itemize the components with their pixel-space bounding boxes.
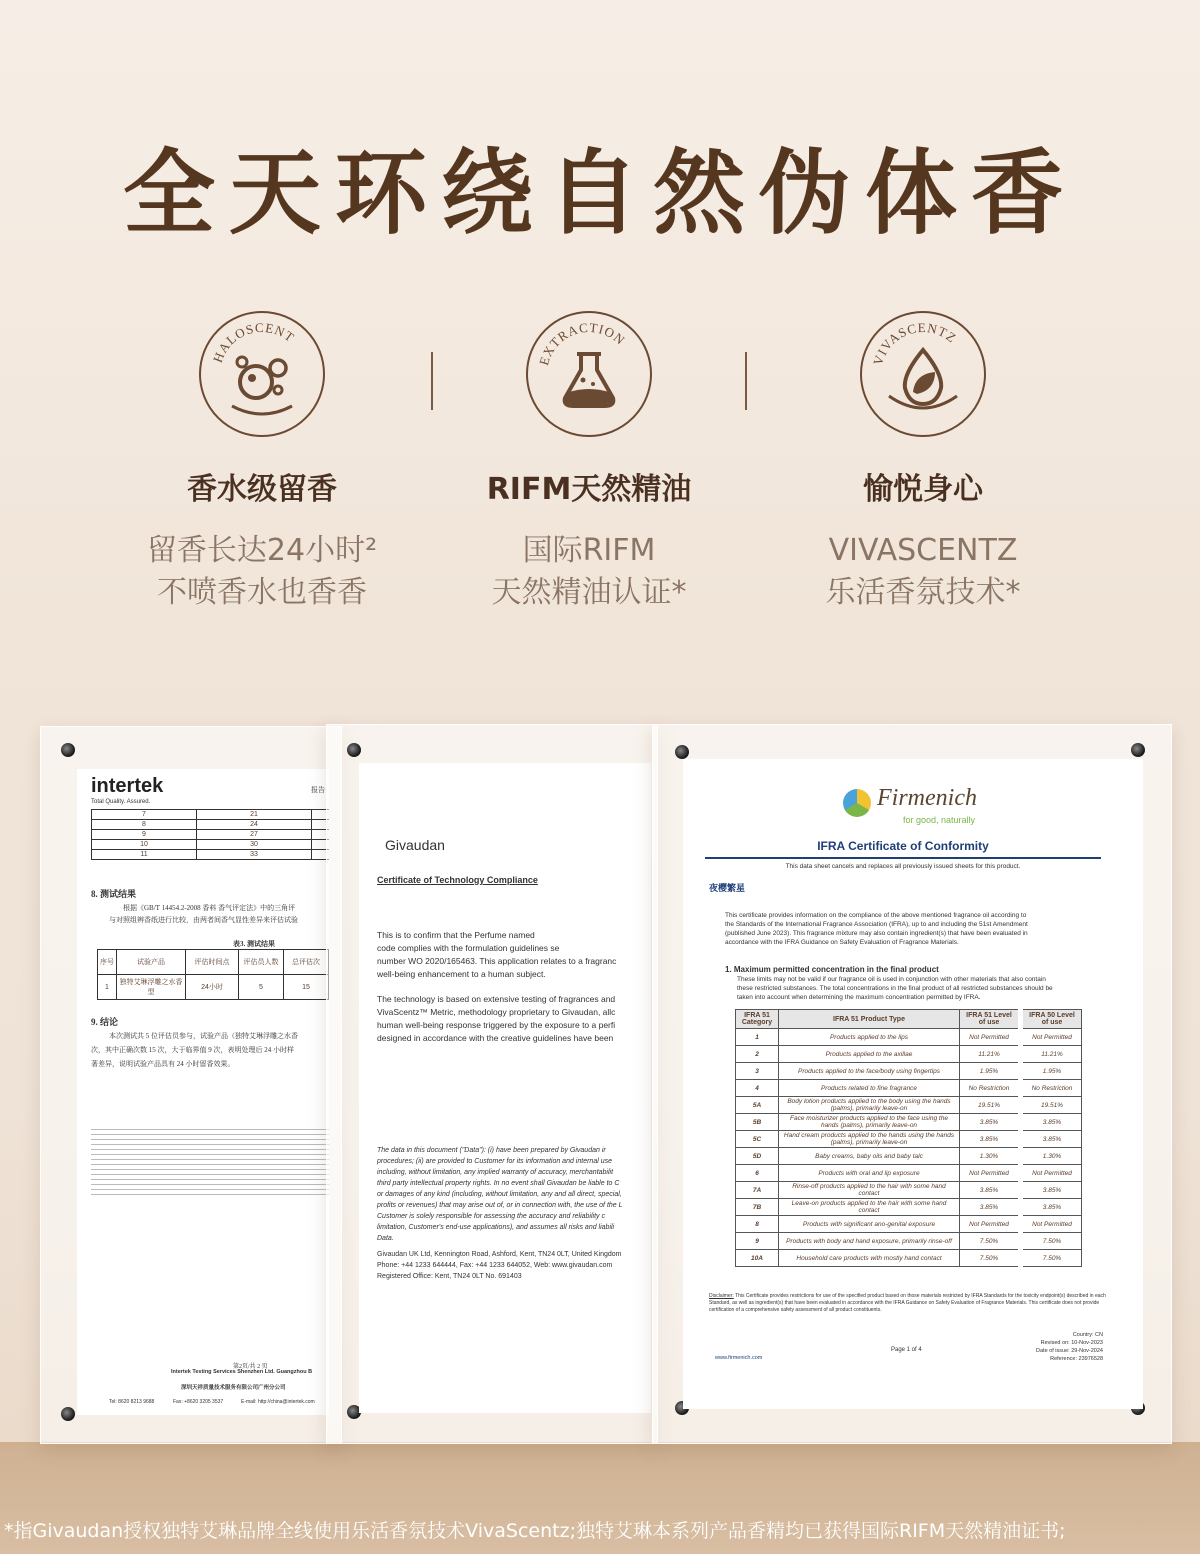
table-cell: 2 xyxy=(736,1046,779,1063)
table-cell: 7A xyxy=(736,1182,779,1199)
leaf-drop-icon xyxy=(859,310,987,438)
feature-haloscent xyxy=(102,310,422,614)
table-cell: Products applied to the axillae xyxy=(779,1046,960,1063)
table-cell: 19.51% xyxy=(1021,1097,1082,1114)
table-row xyxy=(736,1233,1082,1250)
table-cell: 1.30% xyxy=(1021,1148,1082,1165)
table-cell: 7.50% xyxy=(1021,1250,1082,1267)
badge-text: VIVASCENTZ xyxy=(870,319,960,368)
table-cell: 3.85% xyxy=(1021,1131,1082,1148)
table-cell: 7.50% xyxy=(1021,1233,1082,1250)
website-link[interactable]: www.firmenich.com xyxy=(715,1355,763,1361)
table-cell: 1.30% xyxy=(960,1148,1021,1165)
certificate-heading: IFRA Certificate of Conformity xyxy=(817,839,989,853)
feature-name: 香水级留香 xyxy=(187,472,337,507)
table-cell: Rinse-off products applied to the hair with some hand contact xyxy=(779,1182,960,1199)
feature-name: RIFM天然精油 xyxy=(486,472,692,507)
table-cell: Hand cream products applied to the hands using the hands (palms), primarily leave-on xyxy=(779,1131,960,1148)
table-cell: Products applied to the lips xyxy=(779,1029,960,1046)
firmenich-logo-icon xyxy=(843,789,871,817)
page-title: 全天环绕自然伪体香 xyxy=(122,140,1077,247)
fine-print-block xyxy=(91,1129,329,1197)
feature-desc: 留香长达24小时² 不喷香水也香香 xyxy=(146,533,378,610)
table-cell: Products with body and hand exposure, primarily rinse-off xyxy=(779,1233,960,1250)
certificate-frame-givaudan xyxy=(326,724,658,1444)
table-row xyxy=(736,1046,1082,1063)
badge-text: HALOSCENT xyxy=(209,319,298,365)
table-cell: 6 xyxy=(736,1165,779,1182)
table-row xyxy=(736,1080,1082,1097)
intro: This certificate provides information on the compliance of the above mentioned fragrance oil according to the Standards of the International Fragrance Association (IFRA), up to and including the 51st Amendment (published June 2023). This fragrance mixture may also contain ingredient(s) that have been evaluated in accordance with the IFRA Guidance on Safety Evaluation of Fragrance Materials. xyxy=(725,912,1028,946)
table-cell: 3.85% xyxy=(1021,1199,1082,1216)
table-cell: Not Permitted xyxy=(960,1216,1021,1233)
table-cell: 5B xyxy=(736,1114,779,1131)
table-row xyxy=(736,1114,1082,1131)
table-cell: 11.21% xyxy=(1021,1046,1082,1063)
givaudan-document: Givaudan Certificate of Technology Compliance This is to confirm that the Perfume named code complies with the formulation guidelines se number WO 2020/165463. This application relates to a fragranc well-being enhancement to a human subject. The technology is based on extensive testing of fragrances and VivaScentz™ Metric, methodology proprietary to Givaudan, allc human well-being response triggered by the exposure to a perfi designed in accordance with the creative guidelines have been The data in this document ("Data"): (i) have been prepared by Givaudan ir procedures; (ii) are provided to Customer for its information and internal use including, without limitation, any implied warranty of accuracy, merchantabilit third party intellectual property rights. In no event shall Givaudan be liable to C or damages of any kind (including, without limitation, any and all direct, special, profits or revenues) that may arise out of, or in connection with, the use of the L Customer is solely responsible for assessing the accuracy and reliability c limitation, Customer's end-use applications), and assumes all risks and liabili Data. Givaudan UK Ltd, Kennington Road, Ashford, Kent, TN24 0LT, United Kingdom Phone: +44 1233 644444, Fax: +44 1233 644052, Web: www.givaudan.com Registered Office: Kent, TN24 0LT No. 691403 xyxy=(359,763,651,1413)
table-cell: Body lotion products applied to the body using the hands (palms), primarily leave-on xyxy=(779,1097,960,1114)
table-cell: Products with significant ano-genital exposure xyxy=(779,1216,960,1233)
section-8: 8. 测试结果 xyxy=(91,889,137,899)
address: Givaudan UK Ltd, Kennington Road, Ashford, Kent, TN24 0LT, United Kingdom Phone: +44 1233 644444, Fax: +44 1233 644052, Web: www.givaudan.com Registered Office: Kent, TN24 0LT No. 691403 xyxy=(377,1251,622,1280)
heading-rule xyxy=(705,857,1101,859)
ifra-table: IFRA 51 Category IFRA 51 Product Type IFRA 51 Level of use IFRA 50 Level of use 1 Products applied to the lips Not Permitted Not Permitted 2 Products applied to the axillae 11.21% 11.21% 3 Products applied to the face/body using fingertips 1.95% 1.95% 4 Products related to fine fragrance No Restriction No Restriction 5A Body lotion products applied to the body using the hands (palms), primarily leave-on 19.51% 19.51% 5B Face moisturizer products applied to the face using the hands (palms), primarily leave-on 3.85% 3.85% 5C Hand cream products applied to the hands using the hands (palms), primarily leave-on 3.85% 3.85% 5D Baby creams, baby oils and baby talc 1.30% 1.30% 6 Products with oral and lip exposure Not Permitted Not Permitted 7A Rinse-off products applied to the hair with some hand contact 3.85% 3.85% 7B Leave-on products applied to the hair with some hand contact 3.85% 3.85% 8 Products with significant ano-genital exposure Not Permitted Not Permitted 9 Products with body and hand exposure, primarily rinse-off 7.50% 7.50% 10A Household care products with mostly hand contact 7.50% 7.50% xyxy=(735,1009,1082,1267)
feature-vivascentz xyxy=(763,310,1083,614)
table-cell: Household care products with mostly hand contact xyxy=(779,1250,960,1267)
table-row xyxy=(736,1097,1082,1114)
table-cell: Not Permitted xyxy=(1021,1165,1082,1182)
table-cell: Products applied to the face/body using fingertips xyxy=(779,1063,960,1080)
table-row xyxy=(736,1250,1082,1267)
table-row xyxy=(736,1182,1082,1199)
firmenich-logo: Firmenich xyxy=(877,785,977,811)
table-cell: 11.21% xyxy=(960,1046,1021,1063)
table-cell: Not Permitted xyxy=(1021,1216,1082,1233)
table-cell: 3.85% xyxy=(960,1182,1021,1199)
table-cell: Products related to fine fragrance xyxy=(779,1080,960,1097)
table-cell: Products with oral and lip exposure xyxy=(779,1165,960,1182)
disclaimer: The data in this document ("Data"): (i) have been prepared by Givaudan ir procedures; (ii) are provided to Customer for its information and internal use including, without limitation, any implied warranty of accuracy, merchantabilit third party intellectual property rights. In no event shall Givaudan be liable to C or damages of any kind (including, without limitation, any and all direct, special, profits or revenues) that may arise out of, or in connection with, the use of the L Customer is solely responsible for assessing the accuracy and reliability c limitation, Customer's end-use applications), and assumes all risks and liabili Data. xyxy=(377,1147,623,1242)
table-cell: 5A xyxy=(736,1097,779,1114)
table-cell: 3.85% xyxy=(1021,1114,1082,1131)
table-cell: 9 xyxy=(736,1233,779,1250)
table-cell: 1.95% xyxy=(960,1063,1021,1080)
table-cell: 19.51% xyxy=(960,1097,1021,1114)
intertek-logo: intertek xyxy=(91,775,164,797)
table-cell: 7B xyxy=(736,1199,779,1216)
section-9: 9. 结论 xyxy=(91,1017,119,1027)
table-cell: 7.50% xyxy=(960,1233,1021,1250)
firmenich-document: Firmenich for good, naturally IFRA Certificate of Conformity This data sheet cancels and replaces all previously issued sheets for this product. 夜樱繁星 This certificate provides information on the compliance of the above mentioned fragrance oil according to the Standards of the International Fragrance Association (IFRA), up to and including the 51st Amendment (published June 2023). This fragrance mixture may also contain ingredient(s) that have been evaluated in accordance with the IFRA Guidance on Safety Evaluation of Fragrance Materials. 1. Maximum permitted concentration in the final product These limits may not be valid if our fragrance oil is used in conjunction with other materials that also contain these restricted substances. The total concentrations in the final product of all restricted substances should be taken into account when determining the maximum concentration permitted by IFRA. IFRA 51 Category IFRA 51 Product Type IFRA 51 Level of use IFRA 50 Level of use 1 Products applied to the lips Not Permitted Not Permitted 2 Products applied to the axillae 11.21% 11.21% 3 Products applied to the face/body using fingertips 1.95% 1.95% 4 Products related to fine fragrance No Restriction No Restriction 5A Body lotion products applied to the body using the hands (palms), primarily leave-on 19.51% 19.51% 5B Face moisturizer products applied to the face using the hands (palms), primarily leave-on 3.85% 3.85% 5C Hand cream products applied to the hands using the hands (palms), primarily leave-on 3.85% 3.85% 5D Baby creams, baby oils and baby talc 1.30% 1.30% 6 Products with oral and lip exposure Not Permitted Not Permitted 7A Rinse-off products applied to the hair with some hand contact 3.85% 3.85% 7B Leave-on products applied to the hair with some hand contact 3.85% 3.85% 8 Products with significant ano-genital exposure Not Permitted Not Permitted 9 Products with body and hand exposure, primarily rinse-off 7.50% 7.50% 10A Household care products with mostly hand contact 7.50% 7.50% Disclaimer: This Certificate provides restrictions for use of the specified product based on those materials restricted by IFRA Standards for the toxicity endpoint(s) described in each Standard, as well as ingredient(s) that have been evaluated in accordance with the IFRA Guidance on Safety Evaluation of Fragrance Materials. This certificate does not provide certification of a comprehensive safety assessment of all product constituents. Country: CN Revised on: 10-Nov-2023 Date of issue: 29-Nov-2024 Reference: 23976528 Page 1 of 4 www.firmenich.com xyxy=(683,759,1143,1409)
table-cell: Not Permitted xyxy=(960,1165,1021,1182)
table-row xyxy=(736,1131,1082,1148)
certificate-frame-intertek xyxy=(40,726,342,1444)
table-cell: Baby creams, baby oils and baby talc xyxy=(779,1148,960,1165)
table-cell: Not Permitted xyxy=(960,1029,1021,1046)
footnote: *指Givaudan授权独特艾琳品牌全线使用乐活香氛技术VivaScentz;独特艾琳本系列产品香精均已获得国际RIFM天然精油证书; xyxy=(4,1520,1066,1542)
table-cell: 1.95% xyxy=(1021,1063,1082,1080)
table-row xyxy=(736,1063,1082,1080)
table-cell: 8 xyxy=(736,1216,779,1233)
feature-desc: 国际RIFM 天然精油认证* xyxy=(491,533,687,610)
table-row xyxy=(736,1165,1082,1182)
table-cell: No Restriction xyxy=(1021,1080,1082,1097)
table-cell: 5D xyxy=(736,1148,779,1165)
screw-icon xyxy=(61,1407,75,1421)
table-cell: 1 xyxy=(736,1029,779,1046)
table-row xyxy=(736,1029,1082,1046)
table-cell: 3.85% xyxy=(1021,1182,1082,1199)
table-cell: No Restriction xyxy=(960,1080,1021,1097)
certificate-heading: Certificate of Technology Compliance xyxy=(377,875,538,885)
table-cell: 3 xyxy=(736,1063,779,1080)
table-cell: 5C xyxy=(736,1131,779,1148)
givaudan-logo: Givaudan xyxy=(385,837,445,853)
table-cell: 4 xyxy=(736,1080,779,1097)
table-cell: Face moisturizer products applied to the face using the hands (palms), primarily leave-on xyxy=(779,1114,960,1131)
feature-extraction xyxy=(429,310,749,614)
badge-text: EXTRACTION xyxy=(536,319,629,367)
disclaimer: Disclaimer: This Certificate provides restrictions for use of the specified product based on those materials restricted by IFRA Standards for the toxicity endpoint(s) described in each Standard, as well as ingredient(s) that have been evaluated in accordance with the IFRA Guidance on Safety Evaluation of Fragrance Materials. This certificate does not provide certification of a comprehensive safety assessment of all product constituents. xyxy=(709,1293,1106,1313)
table-cell: 10A xyxy=(736,1250,779,1267)
feature-desc: VIVASCENTZ 乐活香氛技术* xyxy=(825,533,1021,610)
flask-icon xyxy=(525,310,653,438)
header-right: 报告 xyxy=(311,787,325,794)
table-cell: 3.85% xyxy=(960,1114,1021,1131)
divider xyxy=(745,352,747,410)
table-cell: 7.50% xyxy=(960,1250,1021,1267)
table-row xyxy=(736,1148,1082,1165)
table-row xyxy=(736,1216,1082,1233)
screw-icon xyxy=(675,745,689,759)
results-table: 7 21 8 24 9 27 10 30 11 33 xyxy=(91,809,329,860)
certificate-frame-firmenich xyxy=(652,724,1172,1444)
screw-icon xyxy=(1131,743,1145,757)
firmenich-slogan: for good, naturally xyxy=(903,815,976,825)
bubbles-icon xyxy=(198,310,326,438)
table-cell: 3.85% xyxy=(960,1199,1021,1216)
table-cell: Leave-on products applied to the hair with some hand contact xyxy=(779,1199,960,1216)
screw-icon xyxy=(347,743,361,757)
tagline: Total Quality. Assured. xyxy=(91,799,151,805)
table-cell: Not Permitted xyxy=(1021,1029,1082,1046)
table-row xyxy=(736,1199,1082,1216)
summary-table: 序号 试验产品 评估时间点 评估员人数 总评估次 1 独特艾琳浮雕之水香型 24小时 5 15 xyxy=(97,949,329,1000)
feature-name: 愉悦身心 xyxy=(863,472,983,507)
screw-icon xyxy=(61,743,75,757)
table-cell: 3.85% xyxy=(960,1131,1021,1148)
intertek-document: intertek Total Quality. Assured. 报告 7 21 8 24 9 27 10 30 11 33 8. 测试结果 根据《GB/T 14454.2-2008 香料 香气评定法》中的三角评 与对照组辨香纸进行比较，由两者间香气显性差异来评估试验 表3. 测试结果 序号 试验产品 评估时间点 评估员人数 总评估次 1 独特艾琳浮雕之水香型 24小时 5 15 9. 结论 本次测试共 5 位评估员参与，试验产品（独特艾琳浮雕之水香 次，其中正确次数 15 次，大于临界值 9 次，表明处理后 24 小时样 著差异，说明试验产品具有 24 小时留香效果。 第2页/共 2 页 Intertek Testing Services Shenzhen Ltd. Guangzhou B 深圳天祥质量技术服务有限公司广州分公司 Tel: 8620 8213 9688 Fax: +8620 3205 3537 E-mail: http://china@intertek.com xyxy=(77,769,329,1415)
